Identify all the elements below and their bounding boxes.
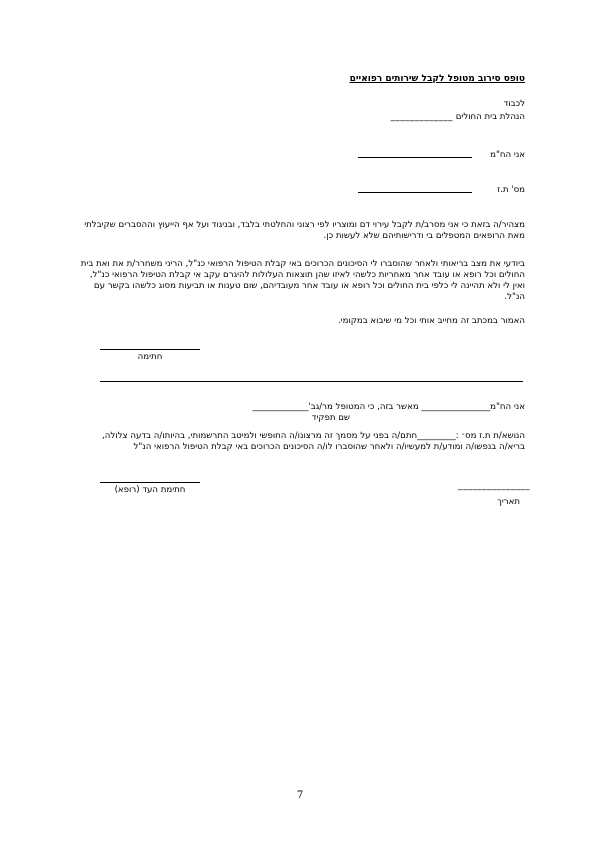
date-blank[interactable]: _______________ bbox=[458, 481, 530, 491]
id-field-line[interactable] bbox=[358, 192, 472, 193]
to-name: הנהלת בית החולים bbox=[455, 112, 525, 122]
to-recipient bbox=[391, 112, 525, 123]
signature-line[interactable] bbox=[100, 349, 200, 350]
witness-confirmation-line: אני הח"מ________________ מאשר בזה, כי המטופל מר/גב'_____________ bbox=[252, 402, 525, 412]
to-blank: _____________ bbox=[390, 112, 453, 122]
id-field-label: מס' ת.ז bbox=[497, 185, 525, 195]
section-divider bbox=[100, 381, 523, 382]
witness-signature-label: חתימת העד (רופא) bbox=[114, 485, 186, 495]
form-title: טופס סירוב מטופל לקבל שירותים רפואיים bbox=[349, 74, 525, 84]
release-paragraph: ביודעי את מצב בריאותי ולאחר שהוסברו לי הסיכונים הכרוכים באי קבלת הטיפול הרפואי כנ"ל, הריני משחרר/ת את ואת בית החולים וכל רופא או עובד אחר מאחריות כלשהי לאיזו שהן תוצאות העלולות להיגרם עקב אי קבלת הטיפול הרפואי כנ"ל, ואין לי ולא תהיינה לי כלפי בית החולים וכל רופא או עובד אחר מעובדיהם, שום טענות או תביעות מסוג כלשהו בקשר עם הנ"ל. bbox=[80, 259, 525, 302]
date-label: תאריך bbox=[497, 497, 520, 507]
declaration-paragraph: מצהיר/ה בזאת כי אני מסרב/ת לקבל עירוי דם ומוצריו לפי רצוני והחלטתי בלבד, ובניגוד ועל אף הייעוץ וההסברים שקיבלתי מאת הרופאים המטפלים בי ודרישותיהם שלא לעשות כן. bbox=[84, 220, 525, 241]
role-label: שם תפקיד bbox=[311, 413, 350, 423]
signature-label: חתימה bbox=[137, 352, 163, 362]
witness-paragraph: הנושא/ת ת.ז מס׳ :_________חתם/ה בפני על מסמך זה מרצונו/ה החופשי ולמיטב התרשמותי, בהיותו/ה בדעה צלולה, בריא/ה בנפשו/ה ומודע/ת למעשיו/ה ולאחר שהוסברו לו/ה הסיכונים הכרוכים באי קבלת הטיפול הרפואי הנ"ל bbox=[102, 431, 525, 452]
name-field-line[interactable] bbox=[358, 157, 472, 158]
page-number: 7 bbox=[296, 790, 304, 801]
binding-paragraph: האמור במכתב זה מחייב אותי וכל מי שיבוא במקומי. bbox=[337, 316, 525, 326]
name-field-label: אני הח"מ bbox=[490, 150, 525, 160]
witness-signature-line[interactable] bbox=[100, 482, 200, 483]
to-label: לכבוד bbox=[503, 99, 525, 109]
